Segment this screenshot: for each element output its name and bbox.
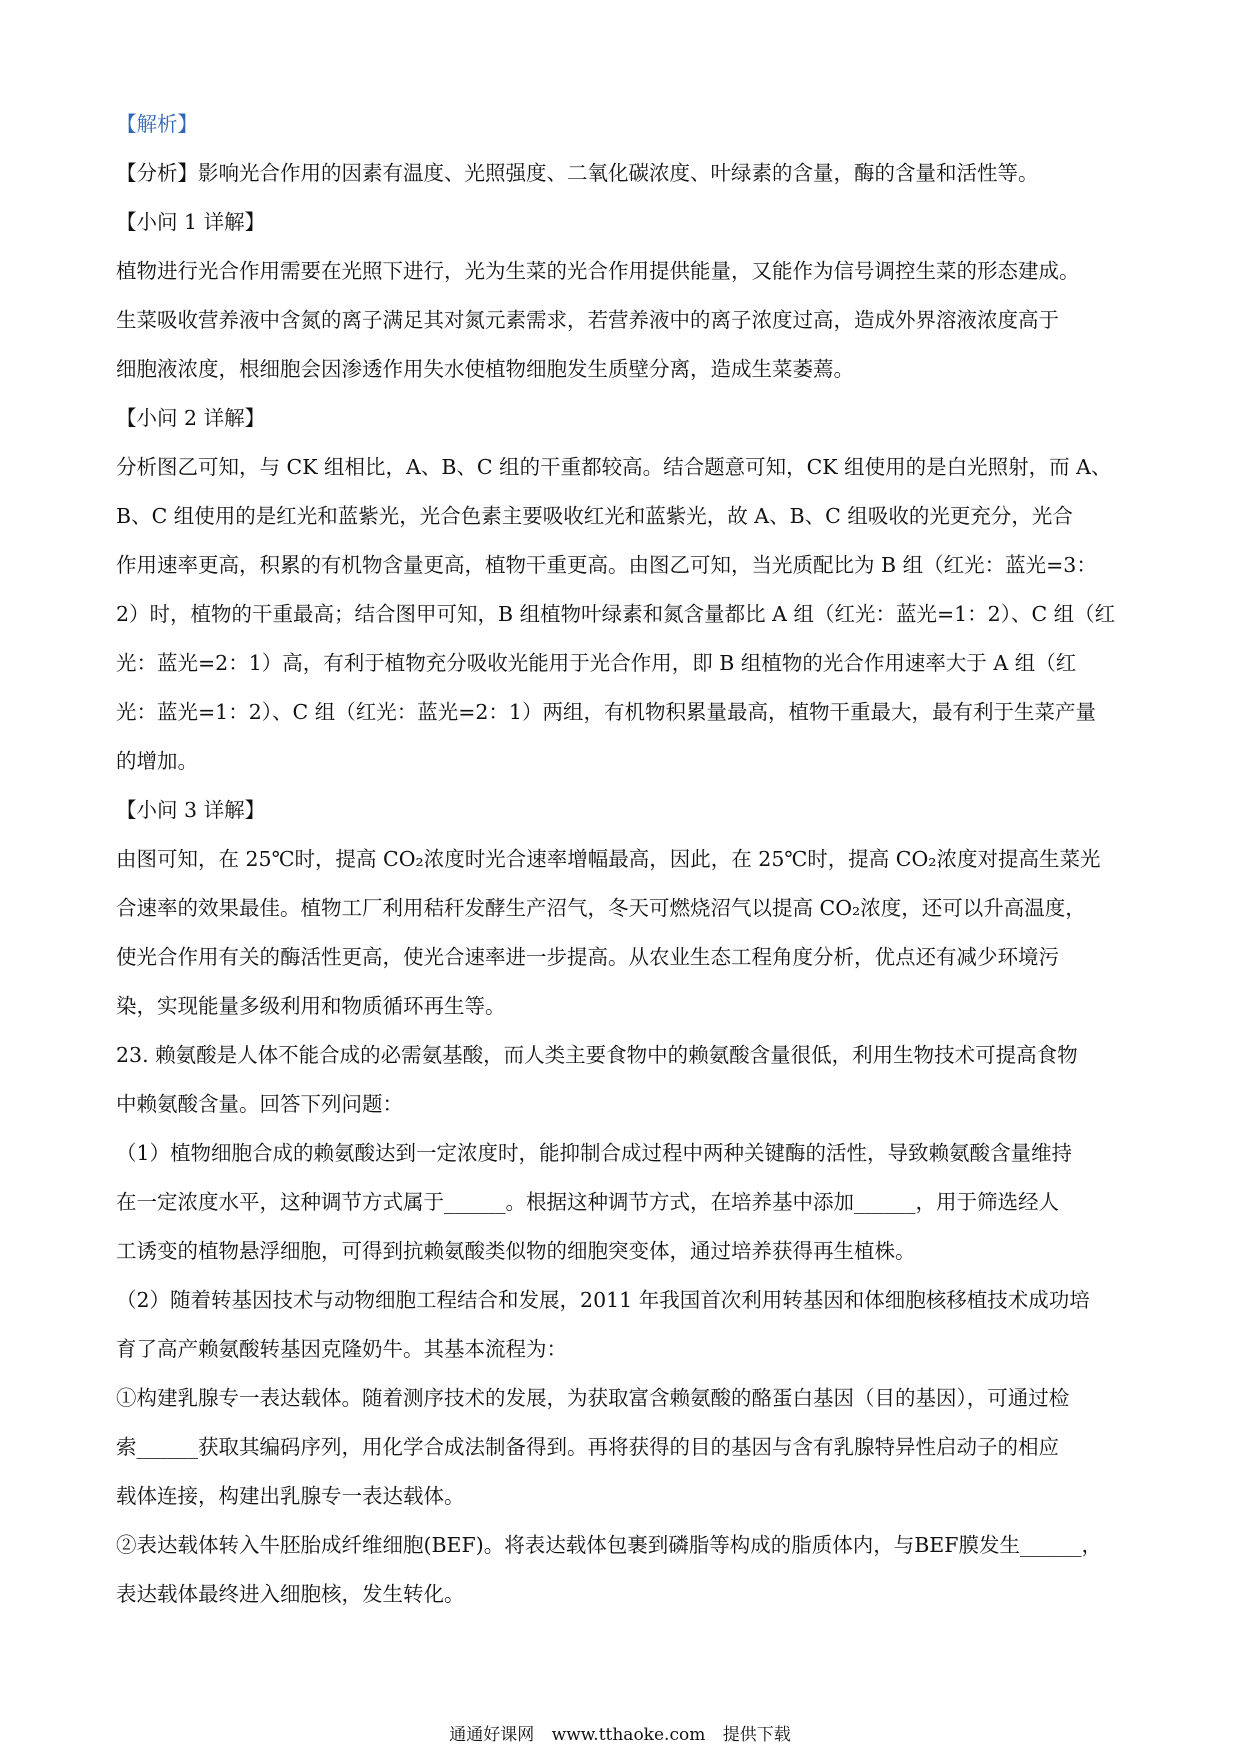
q2-header: 【小问 2 详解】 (116, 406, 266, 430)
text-line: 的增加。 (116, 749, 198, 773)
text-line: 光：蓝光=1：2）、C 组（红光：蓝光=2：1）两组，有机物积累量最高，植物干重最大，最有利于生菜产量 (116, 700, 1096, 724)
text-line: 生菜吸收营养液中含氮的离子满足其对氮元素需求，若营养液中的离子浓度过高，造成外界溶液浓度高于 (116, 308, 1059, 332)
text-line: （2）随着转基因技术与动物细胞工程结合和发展，2011 年我国首次利用转基因和体细胞核移植技术成功培 (116, 1288, 1090, 1312)
text-line: 光：蓝光=2：1）高，有利于植物充分吸收光能用于光合作用，即 B 组植物的光合作用速率大于 A 组（红 (116, 651, 1077, 675)
footer-url[interactable]: www.tthaoke.com (551, 1725, 706, 1745)
analysis-paragraph: 【分析】影响光合作用的因素有温度、光照强度、二氧化碳浓度、叶绿素的含量，酶的含量和活性等。 (116, 161, 1039, 185)
text-line: 植物进行光合作用需要在光照下进行，光为生菜的光合作用提供能量，又能作为信号调控生菜的形态建成。 (116, 259, 1080, 283)
text-line: ①构建乳腺专一表达载体。随着测序技术的发展，为获取富含赖氨酸的酪蛋白基因（目的基因），可通过检 (116, 1386, 1070, 1410)
section-header: 【解析】 (116, 112, 198, 136)
text-line: 染，实现能量多级利用和物质循环再生等。 (116, 994, 506, 1018)
text-line: 2）时，植物的干重最高；结合图甲可知，B 组植物叶绿素和氮含量都比 A 组（红光：蓝光=1：2）、C 组（红 (116, 602, 1116, 626)
text-line: B、C 组使用的是红光和蓝紫光，光合色素主要吸收红光和蓝紫光，故 A、B、C 组吸收的光更充分，光合 (116, 504, 1073, 528)
question-23-part-1 (116, 1129, 1128, 1276)
question-23-part-2 (116, 1276, 1128, 1374)
text-line: 作用速率更高，积累的有机物含量更高，植物干重更高。由图乙可知，当光质配比为 B 组（红光：蓝光=3： (116, 553, 1097, 577)
q3-paragraph (116, 835, 1128, 1031)
text-line: 分析图乙可知，与 CK 组相比，A、B、C 组的干重都较高。结合题意可知，CK 组使用的是白光照射，而 A、 (116, 455, 1112, 479)
text-line: 23. 赖氨酸是人体不能合成的必需氨基酸，而人类主要食物中的赖氨酸含量很低，利用生物技术可提高食物 (116, 1043, 1078, 1067)
question-23-step-2 (116, 1521, 1128, 1619)
question-23-step-1 (116, 1374, 1128, 1521)
q2-paragraph (116, 443, 1128, 786)
footer-site-name: 通通好课网 (449, 1725, 535, 1745)
text-line: 工诱变的植物悬浮细胞，可得到抗赖氨酸类似物的细胞突变体，通过培养获得再生植株。 (116, 1239, 916, 1263)
text-line: ②表达载体转入牛胚胎成纤维细胞(BEF)。将表达载体包裹到磷脂等构成的脂质体内，与BEF膜发生______， (116, 1533, 1102, 1557)
text-line: 由图可知，在 25℃时，提高 CO₂浓度时光合速率增幅最高，因此，在 25℃时，提高 CO₂浓度对提高生菜光 (116, 847, 1101, 871)
text-line: 载体连接，构建出乳腺专一表达载体。 (116, 1484, 465, 1508)
document-content (116, 100, 1128, 1619)
text-line: 育了高产赖氨酸转基因克隆奶牛。其基本流程为： (116, 1337, 567, 1361)
text-line: 索______获取其编码序列，用化学合成法制备得到。再将获得的目的基因与含有乳腺特异性启动子的相应 (116, 1435, 1059, 1459)
page-footer (0, 1720, 1240, 1745)
text-line: 细胞液浓度，根细胞会因渗透作用失水使植物细胞发生质壁分离，造成生菜萎蔫。 (116, 357, 854, 381)
text-line: 使光合作用有关的酶活性更高，使光合速率进一步提高。从农业生态工程角度分析，优点还有减少环境污 (116, 945, 1059, 969)
text-line: 中赖氨酸含量。回答下列问题： (116, 1092, 403, 1116)
text-line: （1）植物细胞合成的赖氨酸达到一定浓度时，能抑制合成过程中两种关键酶的活性，导致赖氨酸含量维持 (116, 1141, 1073, 1165)
q1-header: 【小问 1 详解】 (116, 210, 266, 234)
text-line: 合速率的效果最佳。植物工厂利用秸秆发酵生产沼气，冬天可燃烧沼气以提高 CO₂浓度，还可以升高温度， (116, 896, 1086, 920)
question-23-intro (116, 1031, 1128, 1129)
text-line: 在一定浓度水平，这种调节方式属于______。根据这种调节方式，在培养基中添加______，用于筛选经人 (116, 1190, 1059, 1214)
footer-note: 提供下载 (722, 1725, 791, 1745)
q1-paragraph (116, 247, 1128, 394)
q3-header: 【小问 3 详解】 (116, 798, 266, 822)
text-line: 表达载体最终进入细胞核，发生转化。 (116, 1582, 465, 1606)
